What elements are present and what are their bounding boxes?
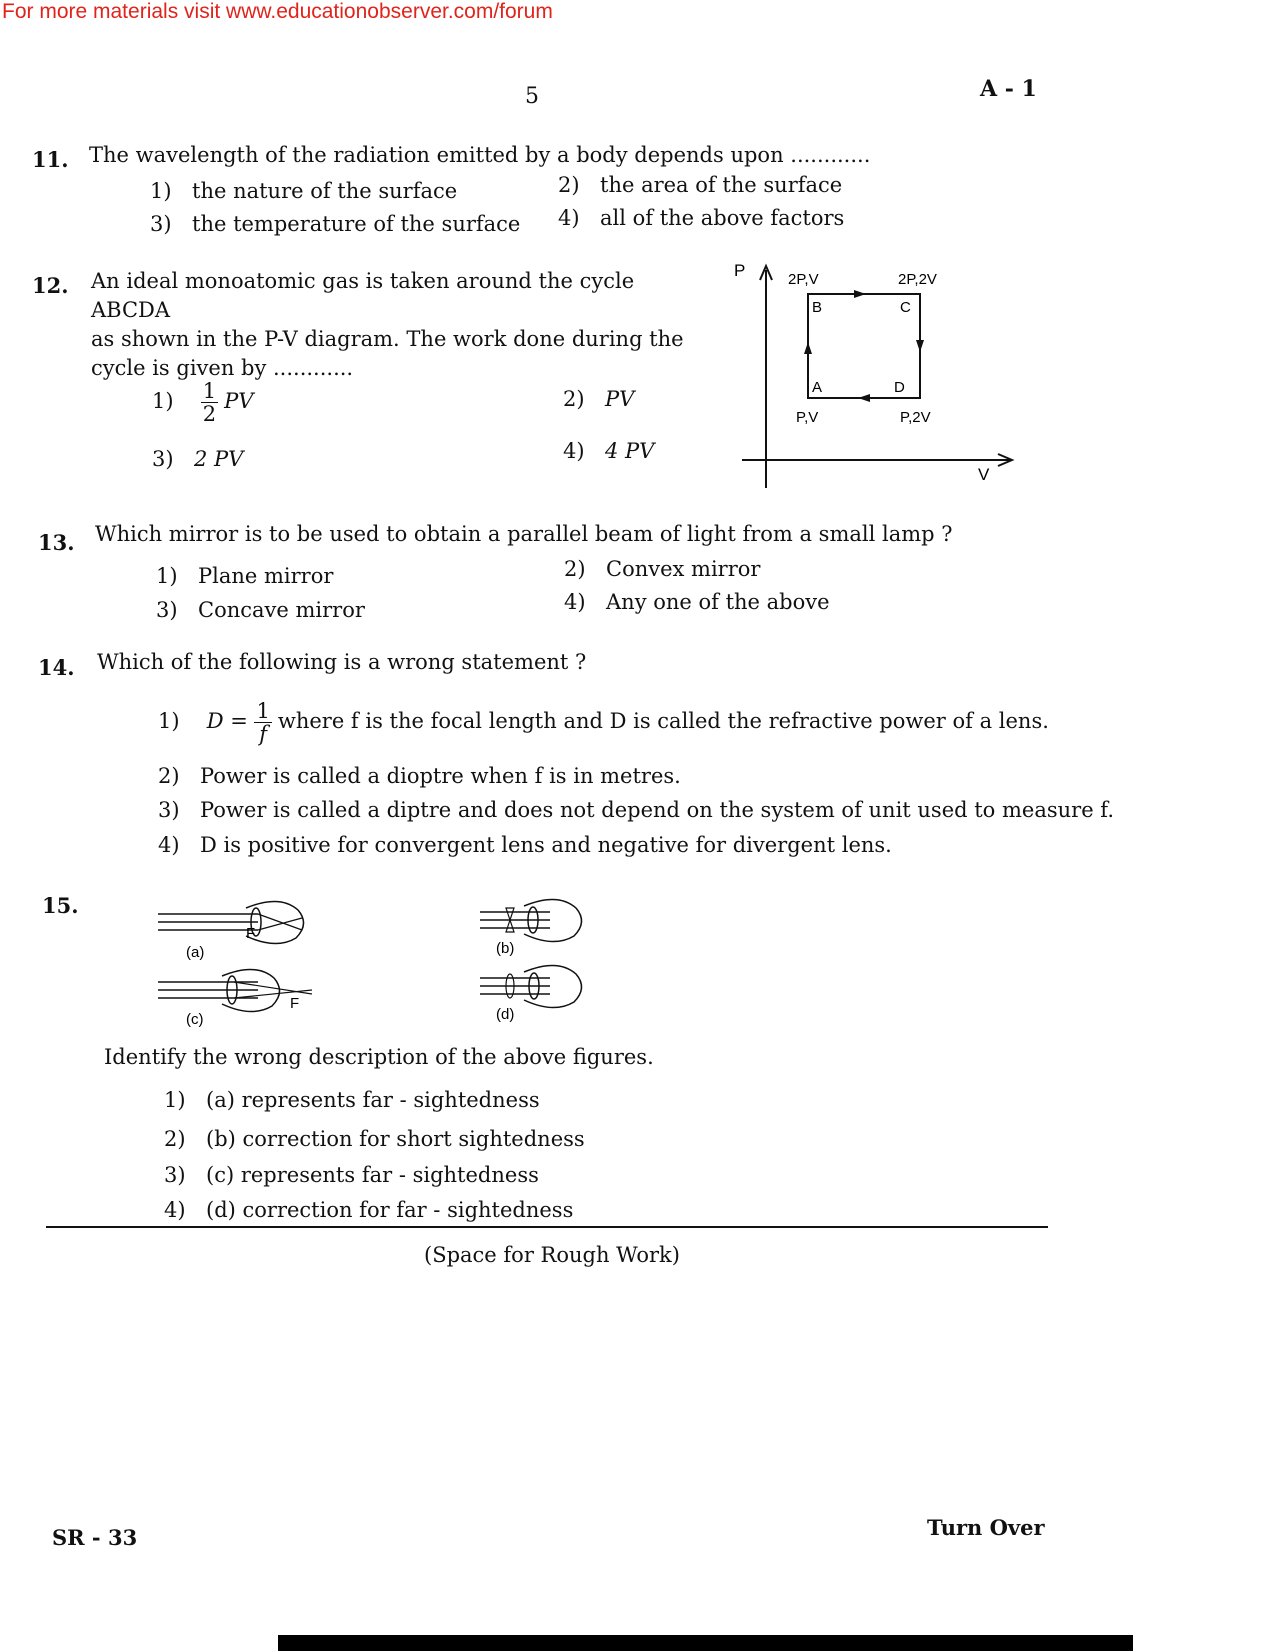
option-number: 3) [156,598,178,622]
option-text: D is positive for convergent lens and negative for divergent lens. [200,833,892,857]
option-text: PV [605,387,635,411]
arrow-a-to-b [804,342,812,354]
option-number: 3) [158,798,180,822]
eye-figure-b [480,899,582,941]
focus-label: F [290,995,300,1012]
point-b-label: B [812,299,823,316]
question-text: The wavelength of the radiation emitted by a body depends upon ............ [89,143,871,167]
corner-a-value: P,V [796,409,819,426]
option-number: 1) [152,389,174,413]
option-number: 3) [150,212,172,236]
scan-edge-bar [278,1635,1133,1651]
option-number: 3) [152,447,174,471]
option [563,387,634,411]
option-text: where f is the focal length and D is called the refractive power of a lens. [277,709,1049,733]
option-number: 4) [164,1198,186,1222]
option-number: 4) [563,439,585,463]
corner-d-value: P,2V [900,409,931,426]
option-text: the temperature of the surface [192,212,521,236]
option [158,700,1049,745]
paper-code: A - 1 [980,76,1037,102]
figure-label-d: (d) [496,1006,515,1023]
question-line: as shown in the P-V diagram. The work done during the [91,327,684,351]
option-number: 2) [158,764,180,788]
question-number: 12. [32,273,69,298]
option [164,1198,573,1222]
option [564,590,830,614]
arrow-d-to-a [858,394,870,402]
option-text: Convex mirror [606,557,761,581]
option [152,447,243,471]
corner-b-value: 2P,V [788,271,819,288]
figure-label-b: (b) [496,940,515,957]
option-text: Any one of the above [606,590,830,614]
option-number: 2) [558,173,580,197]
point-d-label: D [894,379,905,396]
question-text: Which of the following is a wrong statement ? [97,650,587,674]
option-text: 4 PV [605,439,655,463]
arrow-c-to-d [916,340,924,352]
option-number: 4) [158,833,180,857]
option-number: 2) [164,1127,186,1151]
fraction-denominator: f [259,722,268,746]
option-number: 2) [564,557,586,581]
rough-work-label: (Space for Rough Work) [424,1243,680,1267]
fraction [201,380,218,425]
option [563,439,654,463]
question-line: cycle is given by ............ [91,356,354,380]
p-axis-label: P [734,262,746,280]
v-axis-label: V [978,465,990,484]
eye-figure-c [158,969,312,1011]
option [164,1088,540,1112]
question-number: 14. [38,655,75,680]
option-text: (b) correction for short sightedness [206,1127,585,1151]
eye-figure-a [158,901,304,943]
option-text: Power is called a diptre and does not depend on the system of unit used to measure f. [200,798,1115,822]
question-text: Identify the wrong description of the above figures. [104,1045,654,1069]
option [558,206,844,230]
fraction [254,700,271,745]
option-number: 3) [164,1163,186,1187]
option [158,764,681,788]
option-text: (a) represents far - sightedness [206,1088,540,1112]
option [564,557,760,581]
option [164,1127,585,1151]
option [152,380,253,425]
option-text: the nature of the surface [192,179,458,203]
section-divider [46,1226,1048,1228]
option-text: the area of the surface [600,173,843,197]
option [156,564,333,588]
turn-over-label: Turn Over [927,1515,1045,1540]
question-number: 11. [32,147,69,172]
option-text: Concave mirror [198,598,365,622]
eye-figures [150,890,620,1030]
fraction-numerator: 1 [256,699,270,723]
figure-label-a: (a) [186,944,205,961]
figure-label-c: (c) [186,1011,204,1028]
corner-c-value: 2P,2V [898,271,937,288]
option-number: 2) [563,387,585,411]
question-text [91,267,711,383]
option-text: (c) represents far - sightedness [206,1163,539,1187]
option [158,798,1114,822]
fraction-numerator: 1 [202,379,217,403]
option-number: 1) [150,179,172,203]
option-text: all of the above factors [600,206,845,230]
option-number: 1) [156,564,178,588]
question-line: An ideal monoatomic gas is taken around the cycle ABCDA [91,269,635,322]
eye-figure-d [480,965,582,1007]
option-text: 2 PV [194,447,244,471]
question-number: 13. [38,530,75,555]
source-banner: For more materials visit www.educationobserver.com/forum [2,0,553,23]
arrow-b-to-c [854,290,866,298]
option-number: 4) [558,206,580,230]
point-c-label: C [900,299,911,316]
option [150,212,520,236]
series-code: SR - 33 [52,1525,138,1550]
option-text: Power is called a dioptre when f is in metres. [200,764,681,788]
question-text: Which mirror is to be used to obtain a parallel beam of light from a small lamp ? [95,522,953,546]
page-number: 5 [525,84,539,109]
option [164,1163,539,1187]
option [158,833,892,857]
option [150,179,457,203]
focus-label: F [246,925,256,942]
option-text: PV [224,389,254,413]
option-number: 4) [564,590,586,614]
option-text: (d) correction for far - sightedness [206,1198,574,1222]
option [156,598,365,622]
question-number: 15. [42,893,79,918]
option-text: Plane mirror [198,564,334,588]
option-number: 1) [158,709,180,733]
option-number: 1) [164,1088,186,1112]
fraction-denominator: 2 [202,402,217,426]
pv-diagram [720,262,1020,488]
point-a-label: A [812,379,823,396]
power-equation-lhs: D = [206,709,248,733]
option [558,173,842,197]
